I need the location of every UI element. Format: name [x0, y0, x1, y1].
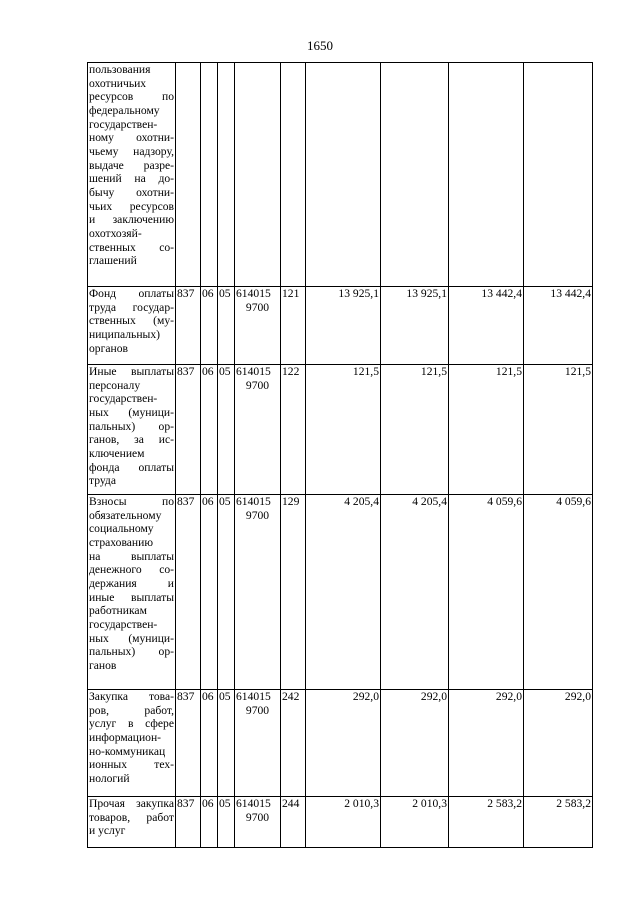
expense-name-line: пользования	[89, 63, 151, 76]
amount-cell: 292,0	[306, 690, 381, 797]
section-code-cell: 06	[201, 495, 218, 690]
expense-name-line: ных (муници-	[89, 631, 174, 645]
expense-name-line: ров, работ,	[89, 703, 174, 717]
section-code-cell: 06	[201, 365, 218, 495]
expense-name-line: услуг в сфере	[89, 717, 174, 731]
amount-cell: 2 010,3	[306, 797, 381, 848]
amount-cell: 292,0	[381, 690, 449, 797]
expense-type-cell: 244	[281, 797, 306, 848]
amount-cell: 13 442,4	[449, 287, 524, 365]
expense-name-line: ресурсов по	[89, 90, 174, 104]
expense-name-line: Взносы по	[89, 495, 174, 508]
section-code-cell: 06	[201, 287, 218, 365]
expense-name-line: ключением	[89, 446, 145, 460]
expense-name-line: чьих ресурсов	[89, 199, 174, 213]
expense-name-cell	[88, 287, 176, 365]
expense-name-cell	[88, 365, 176, 495]
target-article-line: 614015	[236, 365, 271, 378]
table-row	[88, 797, 593, 848]
expense-name-line: охотхозяй-	[89, 226, 142, 240]
expense-name-line: обязательному	[89, 508, 162, 522]
expense-name-line: охотничьих	[89, 76, 147, 90]
expense-name-line: ных (муници-	[89, 405, 174, 419]
amount-cell: 13 925,1	[306, 287, 381, 365]
expense-name-line: труда	[89, 474, 116, 488]
expense-name-line: информацион-	[89, 730, 162, 744]
target-article-line: 614015	[236, 287, 271, 300]
table-row	[88, 287, 593, 365]
expense-name-line: но-коммуникац	[89, 744, 166, 758]
expense-name-line: государствен-	[89, 117, 158, 131]
expense-name-line: пальных) ор-	[89, 645, 174, 659]
target-article-cell	[235, 797, 281, 848]
subsection-code-cell: 05	[218, 690, 235, 797]
amount-cell: 292,0	[524, 690, 593, 797]
subsection-code-cell	[218, 63, 235, 287]
section-code-cell: 06	[201, 690, 218, 797]
expense-name-line: ганов	[89, 658, 117, 672]
expense-name-line: фонда оплаты	[89, 460, 174, 474]
table-row	[88, 495, 593, 690]
expense-name-line: держания и	[89, 576, 174, 590]
table-row	[88, 63, 593, 287]
section-code-cell: 06	[201, 797, 218, 848]
amount-cell	[524, 63, 593, 287]
target-article-line: 614015	[236, 495, 271, 508]
ministry-code-cell: 837	[176, 495, 201, 690]
subsection-code-cell: 05	[218, 797, 235, 848]
expense-name-line: нологий	[89, 771, 130, 785]
expense-name-line: товаров, работ	[89, 810, 174, 824]
target-article-line: 614015	[236, 690, 271, 703]
subsection-code-cell: 05	[218, 365, 235, 495]
amount-cell: 13 925,1	[381, 287, 449, 365]
target-article-line: 9700	[245, 300, 270, 314]
expense-name-line: персоналу	[89, 378, 141, 392]
ministry-code-cell: 837	[176, 365, 201, 495]
table-row	[88, 690, 593, 797]
target-article-cell	[235, 690, 281, 797]
target-article-line: 9700	[245, 378, 270, 392]
target-article-cell	[235, 495, 281, 690]
expense-name-cell	[88, 690, 176, 797]
amount-cell: 121,5	[306, 365, 381, 495]
expense-name-line: Иные выплаты	[89, 365, 174, 378]
ministry-code-cell	[176, 63, 201, 287]
target-article-line: 9700	[245, 703, 270, 717]
amount-cell: 2 010,3	[381, 797, 449, 848]
expense-name-line: иные выплаты	[89, 590, 174, 604]
expense-name-line: органов	[89, 341, 128, 355]
amount-cell: 13 442,4	[524, 287, 593, 365]
expense-name-line: и услуг	[89, 824, 126, 838]
amount-cell: 4 059,6	[524, 495, 593, 690]
expense-type-cell	[281, 63, 306, 287]
expense-name-line: денежного со-	[89, 563, 174, 577]
target-article-line: 614015	[236, 797, 271, 810]
amount-cell: 4 205,4	[381, 495, 449, 690]
amount-cell	[306, 63, 381, 287]
amount-cell	[381, 63, 449, 287]
subsection-code-cell: 05	[218, 495, 235, 690]
budget-table	[87, 62, 593, 848]
expense-type-cell: 242	[281, 690, 306, 797]
page-number: 1650	[307, 38, 333, 53]
amount-cell: 4 205,4	[306, 495, 381, 690]
expense-name-line: ственных (му-	[89, 314, 174, 328]
target-article-line: 9700	[245, 508, 270, 522]
amount-cell: 121,5	[381, 365, 449, 495]
expense-name-line: ственных со-	[89, 240, 174, 254]
expense-name-line: работникам	[89, 604, 147, 618]
expense-name-line: и заключению	[89, 213, 174, 227]
expense-name-cell	[88, 797, 176, 848]
ministry-code-cell: 837	[176, 797, 201, 848]
expense-name-line: ганов, за ис-	[89, 433, 174, 447]
expense-name-line: ионных тех-	[89, 758, 174, 772]
expense-name-line: федеральному	[89, 103, 160, 117]
amount-cell: 2 583,2	[524, 797, 593, 848]
expense-name-line: страхованию	[89, 535, 153, 549]
expense-name-line: труда государ-	[89, 300, 174, 314]
expense-name-line: на выплаты	[89, 549, 174, 563]
expense-name-line: ному охотни-	[89, 131, 174, 145]
expense-type-cell: 122	[281, 365, 306, 495]
expense-name-line: Закупка това-	[89, 690, 174, 703]
ministry-code-cell: 837	[176, 690, 201, 797]
expense-name-line: глашений	[89, 254, 137, 268]
expense-name-line: бычу охотни-	[89, 185, 174, 199]
expense-name-line: выдаче разре-	[89, 158, 174, 172]
amount-cell: 121,5	[449, 365, 524, 495]
amount-cell: 2 583,2	[449, 797, 524, 848]
target-article-line: 9700	[245, 810, 270, 824]
table-row	[88, 365, 593, 495]
expense-name-line: государствен-	[89, 392, 158, 406]
target-article-cell	[235, 287, 281, 365]
expense-name-line: шений на до-	[89, 172, 174, 186]
expense-name-line: Прочая закупка	[89, 797, 174, 810]
expense-name-cell	[88, 63, 176, 287]
section-code-cell	[201, 63, 218, 287]
expense-type-cell: 121	[281, 287, 306, 365]
amount-cell	[449, 63, 524, 287]
expense-name-line: Фонд оплаты	[89, 287, 174, 300]
amount-cell: 292,0	[449, 690, 524, 797]
expense-name-cell	[88, 495, 176, 690]
target-article-cell	[235, 365, 281, 495]
expense-type-cell: 129	[281, 495, 306, 690]
expense-name-line: государствен-	[89, 617, 158, 631]
table-body	[88, 63, 593, 848]
expense-name-line: социальному	[89, 522, 154, 536]
expense-name-line: ниципальных)	[89, 327, 160, 341]
expense-name-line: пальных) ор-	[89, 419, 174, 433]
ministry-code-cell: 837	[176, 287, 201, 365]
expense-name-line: чьему надзору,	[89, 144, 174, 158]
amount-cell: 121,5	[524, 365, 593, 495]
amount-cell: 4 059,6	[449, 495, 524, 690]
subsection-code-cell: 05	[218, 287, 235, 365]
target-article-cell	[235, 63, 281, 287]
